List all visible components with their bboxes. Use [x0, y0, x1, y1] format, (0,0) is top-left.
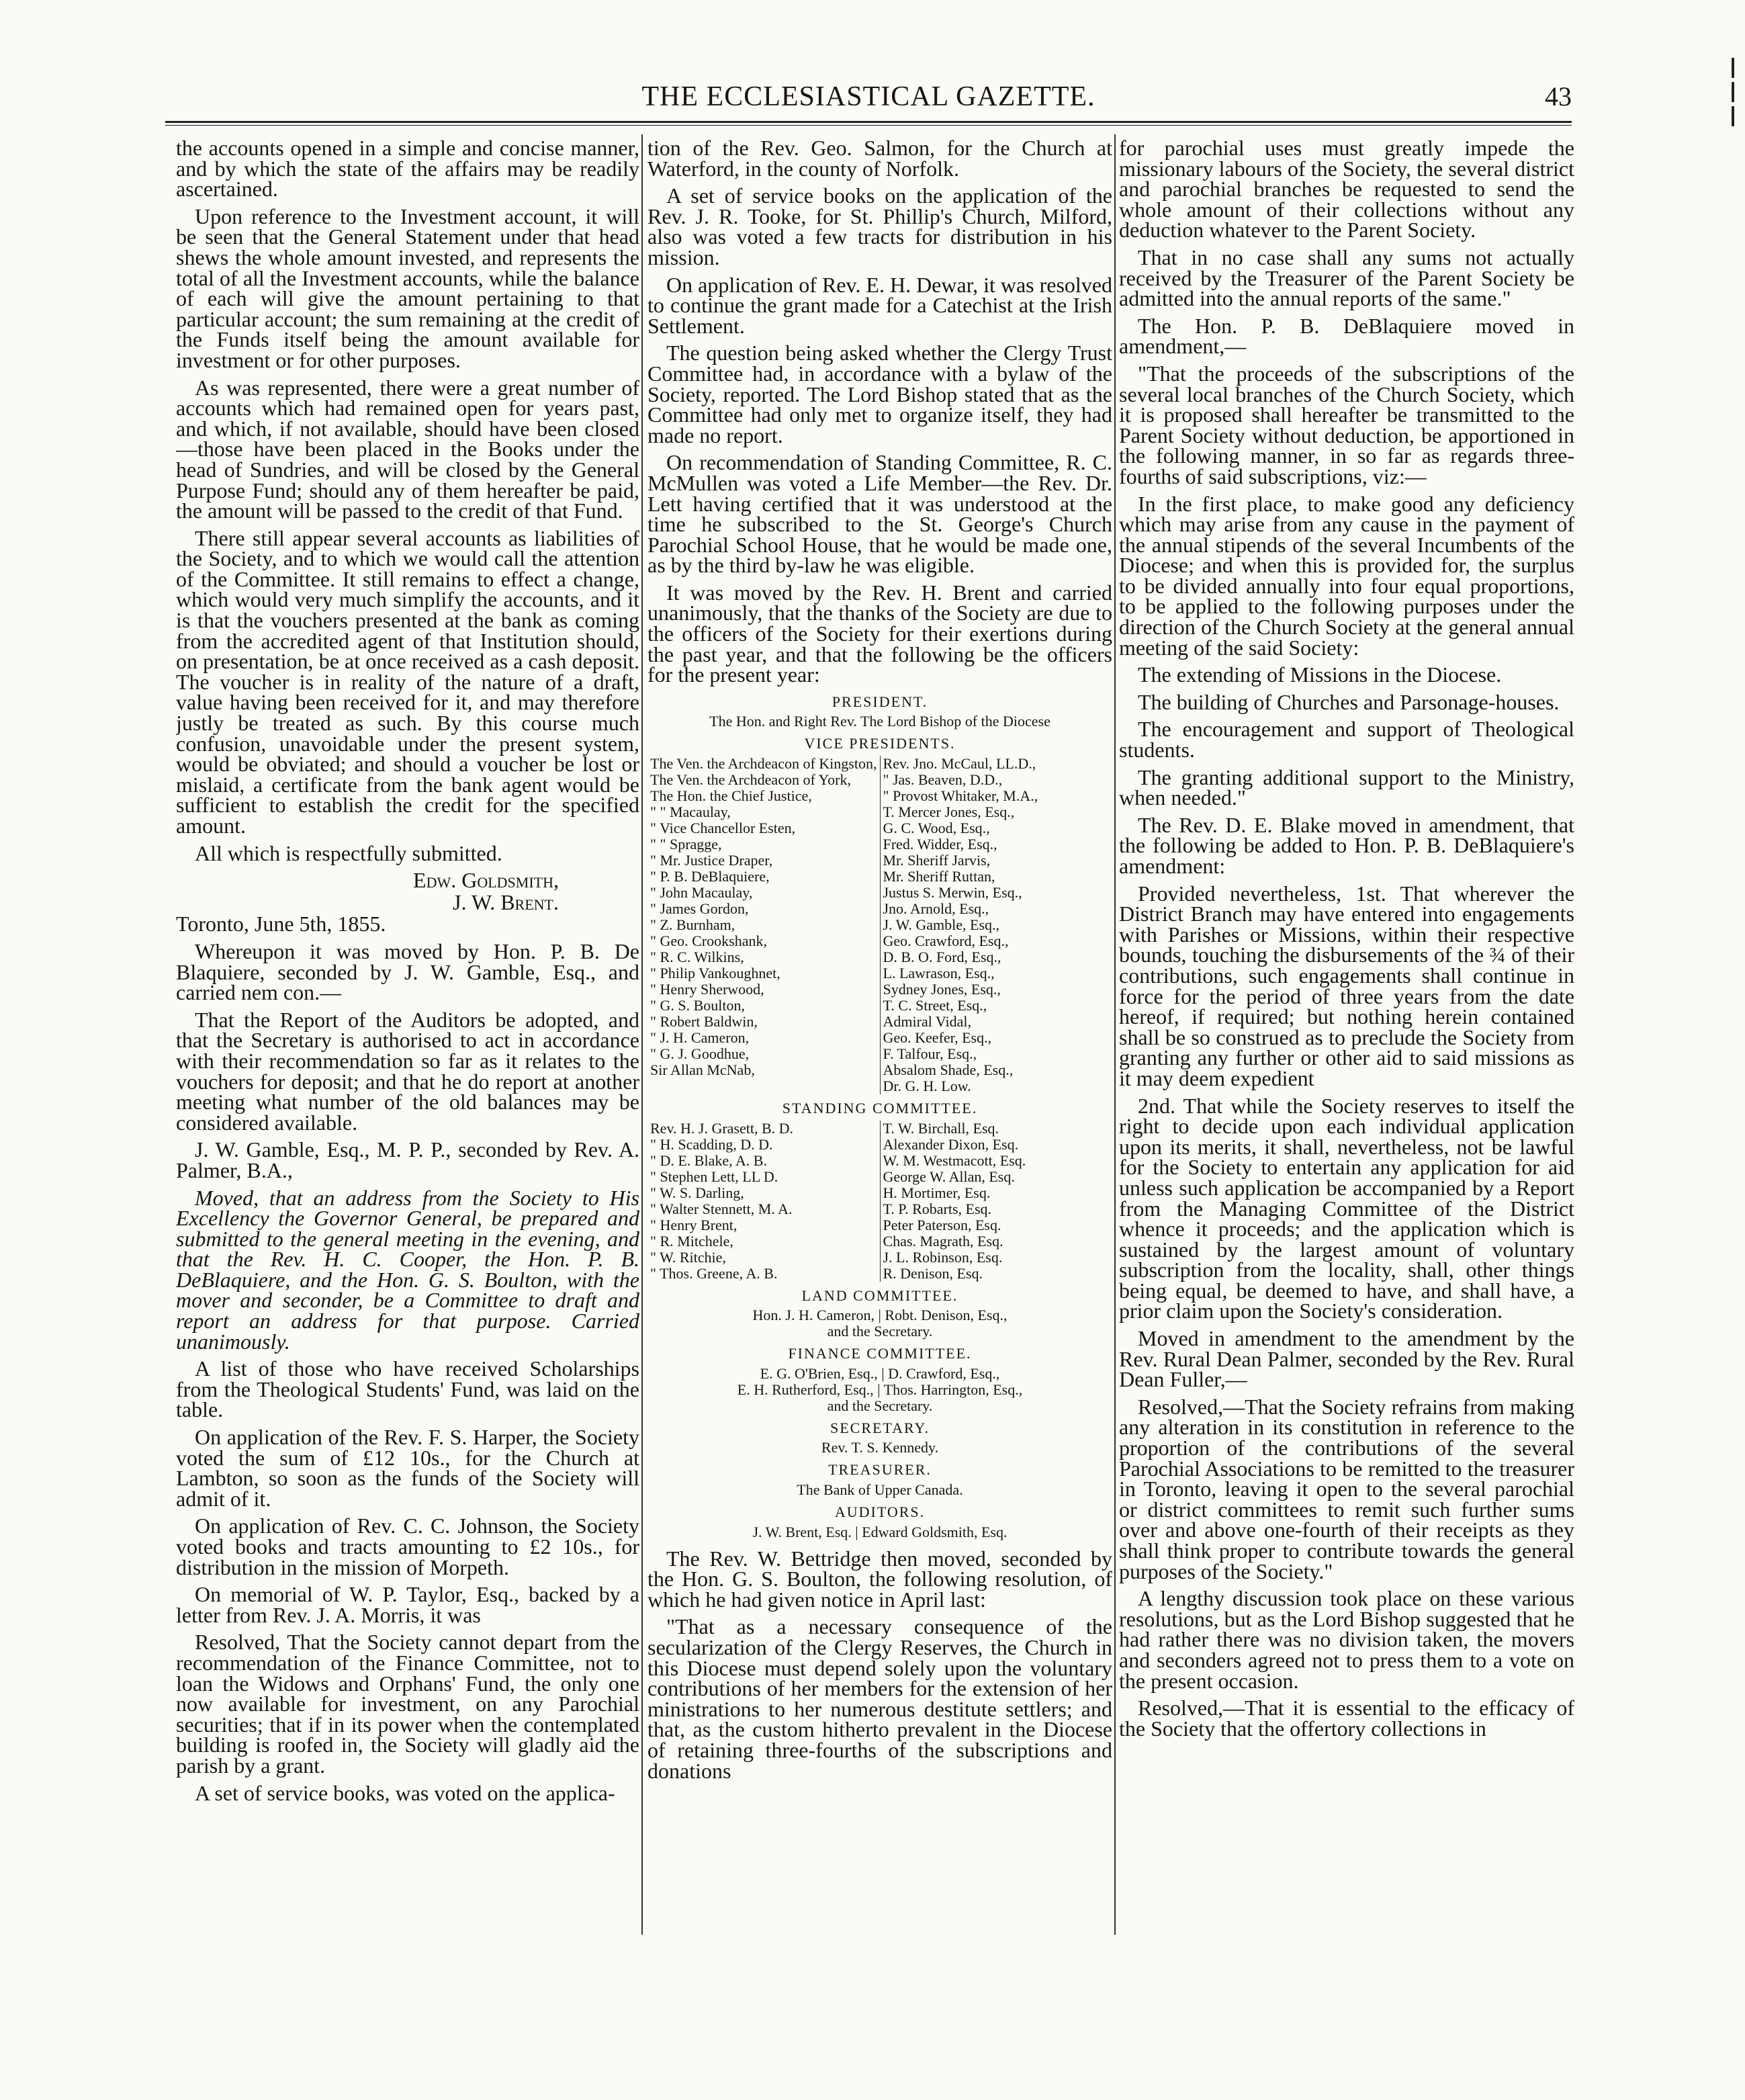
- standing-committee-right: [883, 1121, 1110, 1282]
- officer-name: T. W. Birchall, Esq.: [883, 1119, 999, 1137]
- officer-name: W. M. Westmacott, Esq.: [883, 1151, 1026, 1169]
- finance-committee-heading: FINANCE COMMITTEE.: [788, 1345, 972, 1362]
- paragraph: Whereupon it was moved by Hon. P. B. De Blaquiere, seconded by J. W. Gamble, Esq., and carried nem con.—: [176, 938, 639, 1005]
- scan-edge-marks: [1725, 54, 1745, 188]
- officer-name: " Geo. Crookshank,: [650, 932, 767, 950]
- officer-name: " John Macaulay,: [650, 884, 753, 902]
- president-name: The Hon. and Right Rev. The Lord Bishop of the Diocese: [709, 713, 1050, 730]
- paragraph: The granting additional support to the Ministry, when needed.": [1119, 764, 1574, 810]
- paragraph: A list of those who have received Scholarships from the Theological Students' Fund, was laid on the table.: [176, 1356, 639, 1422]
- column-2: [647, 138, 1112, 1952]
- officer-name: Jno. Arnold, Esq.,: [883, 900, 989, 918]
- officer-name: G. C. Wood, Esq.,: [883, 820, 990, 837]
- officer-name: " Henry Brent,: [650, 1216, 737, 1233]
- paragraph: All which is respectfully submitted.: [195, 840, 502, 865]
- officer-name: " Jas. Beaven, D.D.,: [883, 771, 1003, 789]
- officer-name: Peter Paterson, Esq.: [883, 1216, 1001, 1233]
- officer-name: " " Macaulay,: [650, 803, 731, 821]
- paragraph: A set of service books, was voted on the applica-: [195, 1780, 615, 1805]
- paragraph: On application of Rev. C. C. Johnson, the Society voted books and tracts amounting to £2 10s., for distribution in the mission of Morpeth.: [176, 1514, 639, 1579]
- page-header: [165, 75, 1572, 116]
- secretary-name: Rev. T. S. Kennedy.: [821, 1439, 939, 1456]
- finance-committee-line: E. H. Rutherford, Esq., | Thos. Harrington, Esq.,: [737, 1381, 1023, 1398]
- officer-name: " R. Mitchele,: [650, 1232, 733, 1250]
- paragraph: A set of service books on the application of the Rev. J. R. Tooke, for St. Phillip's Church, Milford, also was voted a few tracts for distribution in his mission.: [647, 183, 1112, 269]
- officer-name: " W. Ritchie,: [650, 1248, 726, 1266]
- officer-name: H. Mortimer, Esq.: [883, 1184, 991, 1201]
- officer-name: " James Gordon,: [650, 900, 749, 918]
- officer-name: J. L. Robinson, Esq.: [883, 1248, 1003, 1266]
- officer-name: D. B. O. Ford, Esq.,: [883, 949, 1001, 966]
- officer-name: " W. S. Darling,: [650, 1184, 744, 1201]
- officer-name: T. C. Street, Esq.,: [883, 997, 987, 1014]
- column-divider: [641, 134, 643, 1935]
- signature: Edw. Goldsmith,: [413, 868, 559, 893]
- treasurer-name: The Bank of Upper Canada.: [797, 1481, 963, 1498]
- officer-name: Dr. G. H. Low.: [883, 1078, 971, 1095]
- officer-name: George W. Allan, Esq.: [883, 1168, 1015, 1185]
- paragraph: Upon reference to the Investment account, it will be seen that the General Statement under that head shews the whole amount invested, and represents the total of all the Investment accounts, while the balance of each will give the amount pertaining to that particular account; the sum remaining at the credit of the Funds itself being the amount available for investment or for other purposes.: [176, 204, 639, 372]
- officer-name: " Walter Stennett, M. A.: [650, 1200, 793, 1217]
- finance-committee-and: and the Secretary.: [827, 1397, 933, 1414]
- paragraph: It was moved by the Rev. H. Brent and carried unanimously, that the thanks of the Society are due to the officers of the Society for their exertions during the past year, and that the following be the officers for the present year:: [647, 580, 1112, 687]
- standing-committee-table: [647, 1121, 1112, 1282]
- officer-name: Sir Allan McNab,: [650, 1061, 755, 1079]
- paragraph: Moved, that an address from the Society to His Excellency the Governor General, be prepared and submitted to the general meeting in the evening, and that the Rev. H. C. Cooper, the Hon. P. B. DeBlaquiere, and the Hon. G. S. Boulton, with the mover and seconder, be a Committee to draft and report an address for that purpose. Carried unanimously.: [176, 1185, 639, 1354]
- officer-name: Admiral Vidal,: [883, 1013, 971, 1031]
- officer-name: " Thos. Greene, A. B.: [650, 1264, 778, 1282]
- officer-name: The Hon. the Chief Justice,: [650, 787, 812, 805]
- paragraph: J. W. Gamble, Esq., M. P. P., seconded by Rev. A. Palmer, B.A.,: [176, 1137, 639, 1182]
- auditors-heading: AUDITORS.: [834, 1503, 926, 1520]
- officer-name: " R. C. Wilkins,: [650, 949, 744, 966]
- signature: J. W. Brent.: [453, 889, 559, 914]
- paragraph: Moved in amendment to the amendment by the Rev. Rural Dean Palmer, seconded by the Rev. Rural Dean Fuller,—: [1119, 1326, 1574, 1392]
- officer-name: " Henry Sherwood,: [650, 981, 764, 998]
- officer-name: Mr. Sheriff Jarvis,: [883, 852, 991, 869]
- paragraph: There still appear several accounts as liabilities of the Society, and to which we would call the attention of the Committee. It still remains to effect a change, which would very much simplify the accounts, and it is that the vouchers presented at the bank as coming from the accredited agent of that Institution should, on presentation, be at once received as a cash deposit. The voucher is in reality of the nature of a draft, value having been received for it, and may therefore justly be treated as such. By this course much confusion, unavoidable under the present system, would be obviated; and should a voucher be lost or mislaid, a certificate from the bank agent would be sufficient to establish the credit for the specified amount.: [176, 525, 639, 838]
- officer-name: Fred. Widder, Esq.,: [883, 836, 997, 853]
- officer-name: Alexander Dixon, Esq.: [883, 1135, 1019, 1153]
- paragraph: 2nd. That while the Society reserves to itself the right to decide upon each individual application upon its merits, it shall, nevertheless, not be lawful for the Society to entertain any application for aid unless such application be accompanied by a Report from the Managing Committee of the District whence it proceeds; and the application which is sustained by the largest amount of voluntary subscription from the locality, shall, other things being equal, be deemed to have, and shall have, a prior claim upon the Society's consideration.: [1119, 1093, 1574, 1323]
- column-1: [176, 138, 639, 1952]
- paragraph: The building of Churches and Parsonage-houses.: [1138, 689, 1560, 714]
- officer-name: " Mr. Justice Draper,: [650, 852, 773, 869]
- officer-name: Rev. H. J. Grasett, B. D.: [650, 1119, 794, 1137]
- officer-name: T. Mercer Jones, Esq.,: [883, 803, 1015, 821]
- column-3: [1119, 138, 1574, 1952]
- officer-name: Geo. Keefer, Esq.,: [883, 1029, 992, 1047]
- paragraph: for parochial uses must greatly impede the missionary labours of the Society, the several district and parochial branches be requested to send the whole amount of their collections without any deduction whatever to the Parent Society.: [1119, 138, 1574, 243]
- officer-name: " H. Scadding, D. D.: [650, 1135, 773, 1153]
- paragraph: The encouragement and support of Theological students.: [1119, 717, 1574, 762]
- page-number: 43: [1545, 81, 1572, 112]
- paragraph: the accounts opened in a simple and concise manner, and by which the state of the affairs may be readily ascertained.: [176, 138, 639, 202]
- paragraph: On application of Rev. E. H. Dewar, it was resolved to continue the grant made for a Catechist at the Irish Settlement.: [647, 272, 1112, 338]
- paragraph: "That as a necessary consequence of the secularization of the Clergy Reserves, the Church in this Diocese must depend solely upon the voluntary contributions of her members for the extension of her ministrations to her numerous destitute settlers; and that, as the custom hitherto prevalent in the Diocese of retaining three-fourths of the subscriptions and donations: [647, 1614, 1112, 1783]
- paragraph: In the first place, to make good any deficiency which may arise from any cause in the payment of the annual stipends of the several Incumbents of the Diocese; and when this is provided for, the surplus to be divided annually into four equal proportions, to be applied to the following purposes under the direction of the Church Society at the general annual meeting of the said Society:: [1119, 491, 1574, 660]
- paragraph: The Rev. W. Bettridge then moved, seconded by the Hon. G. S. Boulton, the following resolution, of which he had given notice in April last:: [647, 1546, 1112, 1612]
- auditors-names: J. W. Brent, Esq. | Edward Goldsmith, Esq.: [752, 1523, 1008, 1540]
- dateline: Toronto, June 5th, 1855.: [176, 912, 386, 936]
- paragraph: "That the proceeds of the subscriptions of the several local branches of the Church Society, which it is proposed shall hereafter be transmitted to the Parent Society without deduction, be apportioned in the following manner, in so far as regards three-fourths of said subscriptions, viz:—: [1119, 361, 1574, 488]
- officer-name: Justus S. Merwin, Esq.,: [883, 884, 1022, 902]
- officer-name: " D. E. Blake, A. B.: [650, 1151, 767, 1169]
- paragraph: The Rev. D. E. Blake moved in amendment, that the following be added to Hon. P. B. DeBlaquiere's amendment:: [1119, 812, 1574, 878]
- officer-name: " J. H. Cameron,: [650, 1029, 750, 1047]
- paragraph: Resolved,—That it is essential to the efficacy of the Society that the offertory collections in: [1119, 1696, 1574, 1741]
- officer-name: F. Talfour, Esq.,: [883, 1045, 977, 1063]
- officer-name: Mr. Sheriff Ruttan,: [883, 868, 995, 885]
- officer-name: Sydney Jones, Esq.,: [883, 981, 1001, 998]
- secretary-heading: SECRETARY.: [830, 1419, 930, 1436]
- paragraph: Provided nevertheless, 1st. That wherever the District Branch may have entered into engagements with Parishes or Missions, within their respective bounds, touching the disbursements of the ¾ of their contributions, such engagements shall continue in force for the period of three years from the date hereof, if required; but nothing herein contained shall be so construed as to preclude the Society from granting any further or other aid to said missions as it may deem expedient: [1119, 881, 1574, 1090]
- officer-name: " Robert Baldwin,: [650, 1013, 758, 1031]
- officer-name: " " Spragge,: [650, 836, 722, 853]
- officer-name: J. W. Gamble, Esq.,: [883, 916, 1000, 934]
- officer-name: Absalom Shade, Esq.,: [883, 1061, 1014, 1079]
- paragraph: Resolved, That the Society cannot depart from the recommendation of the Finance Committee, not to loan the Widows and Orphans' Fund, the only one now available for investment, on any Parochial securities; that if in its power when the contemplated building is roofed in, the Society will gladly aid the parish by a grant.: [176, 1630, 639, 1778]
- officer-name: R. Denison, Esq.: [883, 1264, 983, 1282]
- officer-name: " Z. Burnham,: [650, 916, 735, 934]
- officer-name: L. Lawrason, Esq.,: [883, 965, 995, 982]
- officer-name: " Stephen Lett, LL D.: [650, 1168, 778, 1185]
- column-divider: [1114, 134, 1116, 1935]
- officer-name: " Vice Chancellor Esten,: [650, 820, 796, 837]
- paragraph: On memorial of W. P. Taylor, Esq., backed by a letter from Rev. J. A. Morris, it was: [176, 1582, 639, 1627]
- paragraph: As was represented, there were a great number of accounts which had remained open for years past, and which, if not available, should have been closed—those have been placed in the Books under the head of Sundries, and will be closed by the General Purpose Fund; should any of them hereafter be paid, the amount will be passed to the credit of that Fund.: [176, 375, 639, 523]
- vice-presidents-table: [647, 756, 1112, 1094]
- paragraph: On application of the Rev. F. S. Harper, the Society voted the sum of £12 10s., for the Church at Lambton, so soon as the funds of the Society will admit of it.: [176, 1425, 639, 1511]
- paragraph: That the Report of the Auditors be adopted, and that the Secretary is authorised to act in accordance with their recommendation so far as it relates to the vouchers for deposit; and that he do report at another meeting what number of the old balances may be considered available.: [176, 1007, 639, 1135]
- paragraph: That in no case shall any sums not actually received by the Treasurer of the Parent Society be admitted into the annual reports of the same.": [1119, 245, 1574, 311]
- standing-committee-left: [650, 1121, 877, 1282]
- officer-name: The Ven. the Archdeacon of York,: [650, 771, 851, 789]
- page-title: THE ECCLESIASTICAL GAZETTE.: [641, 81, 1095, 112]
- paragraph: On recommendation of Standing Committee, R. C. McMullen was voted a Life Member—the Rev. Dr. Lett having certified that it was understood at the time he subscribed to the St. George's Church Parochial School House, that he would be made one, as by the third by-law he was eligible.: [647, 450, 1112, 578]
- land-committee-and: and the Secretary.: [827, 1323, 933, 1340]
- officer-name: " P. B. DeBlaquiere,: [650, 868, 770, 885]
- officer-name: The Ven. the Archdeacon of Kingston,: [650, 755, 877, 773]
- land-committee-line: Hon. J. H. Cameron, | Robt. Denison, Esq.,: [752, 1307, 1008, 1324]
- vice-presidents-heading: VICE PRESIDENTS.: [804, 735, 956, 752]
- land-committee-heading: LAND COMMITTEE.: [801, 1286, 958, 1304]
- treasurer-heading: TREASURER.: [828, 1461, 932, 1479]
- finance-committee-line: E. G. O'Brien, Esq., | D. Crawford, Esq.,: [760, 1364, 1000, 1382]
- paragraph: Resolved,—That the Society refrains from making any alteration in its constitution in reference to the proportion of the contributions of the several Parochial Associations to be remitted to the treasurer in Toronto, leaving it open to the several parochial or district committees to remit such further sums over and above one-fourth of their receipts as they shall think proper to contribute towards the general purposes of the Society.": [1119, 1394, 1574, 1583]
- officer-name: Geo. Crawford, Esq.,: [883, 932, 1009, 950]
- paragraph: The extending of Missions in the Diocese.: [1138, 662, 1502, 687]
- paragraph: A lengthy discussion took place on these various resolutions, but as the Lord Bishop suggested that he had rather there was no division taken, the movers and seconders agreed not to press them to a vote on the present occasion.: [1119, 1586, 1574, 1693]
- standing-committee-heading: STANDING COMMITTEE.: [782, 1100, 978, 1117]
- paragraph: The Hon. P. B. DeBlaquiere moved in amendment,—: [1119, 313, 1574, 359]
- vice-presidents-left: [650, 756, 877, 1078]
- officer-name: T. P. Robarts, Esq.: [883, 1200, 992, 1217]
- vice-presidents-right: [883, 756, 1110, 1094]
- officer-name: " Philip Vankoughnet,: [650, 965, 780, 982]
- paragraph: The question being asked whether the Clergy Trust Committee had, in accordance with a bylaw of the Society, reported. The Lord Bishop stated that as the Committee had only met to organize itself, they had made no report.: [647, 341, 1112, 447]
- officer-name: " Provost Whitaker, M.A.,: [883, 787, 1038, 805]
- officer-name: Rev. Jno. McCaul, LL.D.,: [883, 755, 1036, 773]
- officer-name: Chas. Magrath, Esq.: [883, 1232, 1003, 1250]
- paragraph: tion of the Rev. Geo. Salmon, for the Church at Waterford, in the county of Norfolk.: [647, 138, 1112, 181]
- officer-name: " G. S. Boulton,: [650, 997, 746, 1014]
- officer-name: " G. J. Goodhue,: [650, 1045, 750, 1063]
- president-heading: PRESIDENT.: [832, 693, 928, 710]
- header-rule: [165, 121, 1572, 126]
